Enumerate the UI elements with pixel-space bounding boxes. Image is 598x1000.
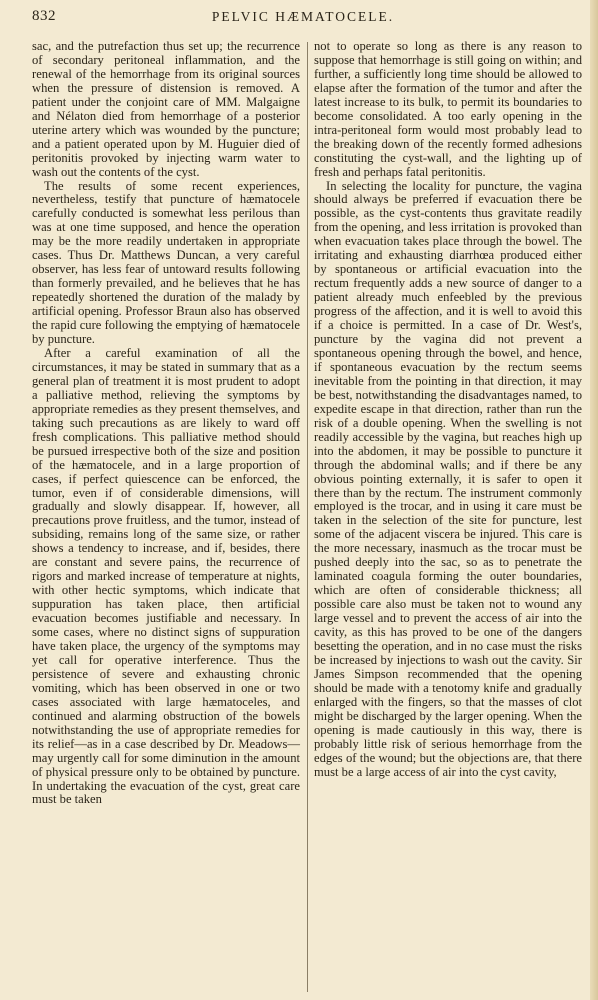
paragraph: The results of some recent experiences, nevertheless, testify that puncture of hæmatocele carefully conducted is somewhat less perilous than was at one time supposed, and hence the operation may be the more readily undertaken in appropriate cases. Thus Dr. Matthews Duncan, a very careful observer, has less fear of untoward results following than formerly prevailed, and he believes that he has repeatedly shortened the duration of the malady by artificial opening. Professor Braun also has observed the rapid cure following the emptying of hæmatocele by puncture. bbox=[32, 178, 300, 347]
page-edge bbox=[590, 0, 598, 1000]
running-title: PELVIC HÆMATOCELE. bbox=[211, 9, 395, 24]
column-divider bbox=[307, 42, 308, 992]
right-column bbox=[314, 40, 582, 996]
page-header bbox=[32, 6, 574, 28]
left-column bbox=[32, 40, 300, 996]
page-number: 832 bbox=[32, 8, 56, 24]
paragraph: After a careful examination of all the circumstances, it may be stated in summary that as a general plan of treatment it is most prudent to adopt a palliative method, relieving the symptoms by appropriate remedies as they present themselves, and taking such precautions as are likely to ward off fresh complications. This palliative method should be pursued irrespective both of the size and position of the hæmatocele, and in a large proportion of cases, if perfect quiescence can be enforced, the tumor, even if of considerable dimensions, will gradually and slowly disappear. If, however, all precautions prove fruitless, and the tumor, instead of subsiding, remains long of the same size, or rather shows a tendency to increase, and if, besides, there are constant and severe pains, the recurrence of rigors and marked increase of temperature at nights, with other hectic symptoms, which indicate that suppuration has taken place, then artificial evacuation becomes justifiable and necessary. In some cases, where no distinct signs of suppuration have taken place, the urgency of the symptoms may yet call for operative interference. Thus the persistence of severe and exhausting chronic vomiting, which has been observed in one or two cases associated with large hæmatoceles, and continued and alarming obstruction of the bowels notwithstanding the use of appropriate remedies for its relief—as in a case described by Dr. Meadows—may urgently call for some diminution in the amount of physical pressure only to be obtained by puncture. In undertaking the evacuation of the cyst, great care must be taken bbox=[32, 345, 300, 807]
paragraph: In selecting the locality for puncture, the vagina should always be preferred if evacuation there be possible, as the cyst-contents thus gravitate readily from the opening, and less irritation is provoked than when evacuation takes place through the bowel. The irritating and exhausting diarrhœa produced either by spontaneous or artificial evacuation into the rectum frequently adds a new source of danger to a patient already much enfeebled by the previous progress of the affection, and it is well to avoid this if a choice is permitted. In a case of Dr. West's, puncture by the vagina did not prevent a spontaneous opening through the bowel, and hence, if spontaneous evacuation by the rectum seems inevitable from the pointing in that direction, it may be best, notwithstanding the disadvantages named, to expedite escape in that direction, rather than run the risk of a double opening. When the swelling is not readily accessible by the vagina, but reaches high up into the abdomen, it may be possible to puncture it through the abdominal walls; and if there be any obvious pointing externally, it is safer to open it there than by the rectum. The instrument commonly employed is the trocar, and in using it care must be taken in the selection of the site for puncture, lest some of the adjacent viscera be injured. This care is the more necessary, inasmuch as the trocar must be pushed deeply into the sac, so as to penetrate the laminated coagula forming the outer boundaries, which are often of considerable thickness; all possible care also must be taken not to wound any large vessel and to prevent the access of air into the cavity, as this has proved to be one of the dangers besetting the operation, and in no case must the risks be increased by injections to wash out the cavity. Sir James Simpson recommended that the opening should be made with a tenotomy knife and gradually enlarged with the fingers, so that the masses of clot might be discharged by the larger opening. When the opening is made cautiously in this way, there is probably little risk of serious hemorrhage from the edges of the wound; but the objections are, that there must be a large access of air into the cyst cavity, bbox=[314, 178, 582, 779]
paragraph: sac, and the putrefaction thus set up; the recurrence of secondary peritoneal inflammation, and the renewal of the hemorrhage from its original sources when the pressure of distension is removed. A patient under the conjoint care of MM. Malgaigne and Nélaton died from hemorrhage of a posterior uterine artery which was wounded by the puncture; and a patient operated upon by M. Huguier died of peritonitis provoked by injecting warm water to wash out the contents of the cyst. bbox=[32, 39, 300, 179]
paragraph: not to operate so long as there is any reason to suppose that hemorrhage is still going on within; and further, a sufficiently long time should be allowed to elapse after the formation of the tumor and after the latest increase to its bulk, to permit its boundaries to become consolidated. A too early opening in the intra-peritoneal form would most probably lead to the breaking down of the recently formed adhesions constituting the cyst-wall, and the lighting up of fresh and perhaps fatal peritonitis. bbox=[314, 39, 582, 179]
